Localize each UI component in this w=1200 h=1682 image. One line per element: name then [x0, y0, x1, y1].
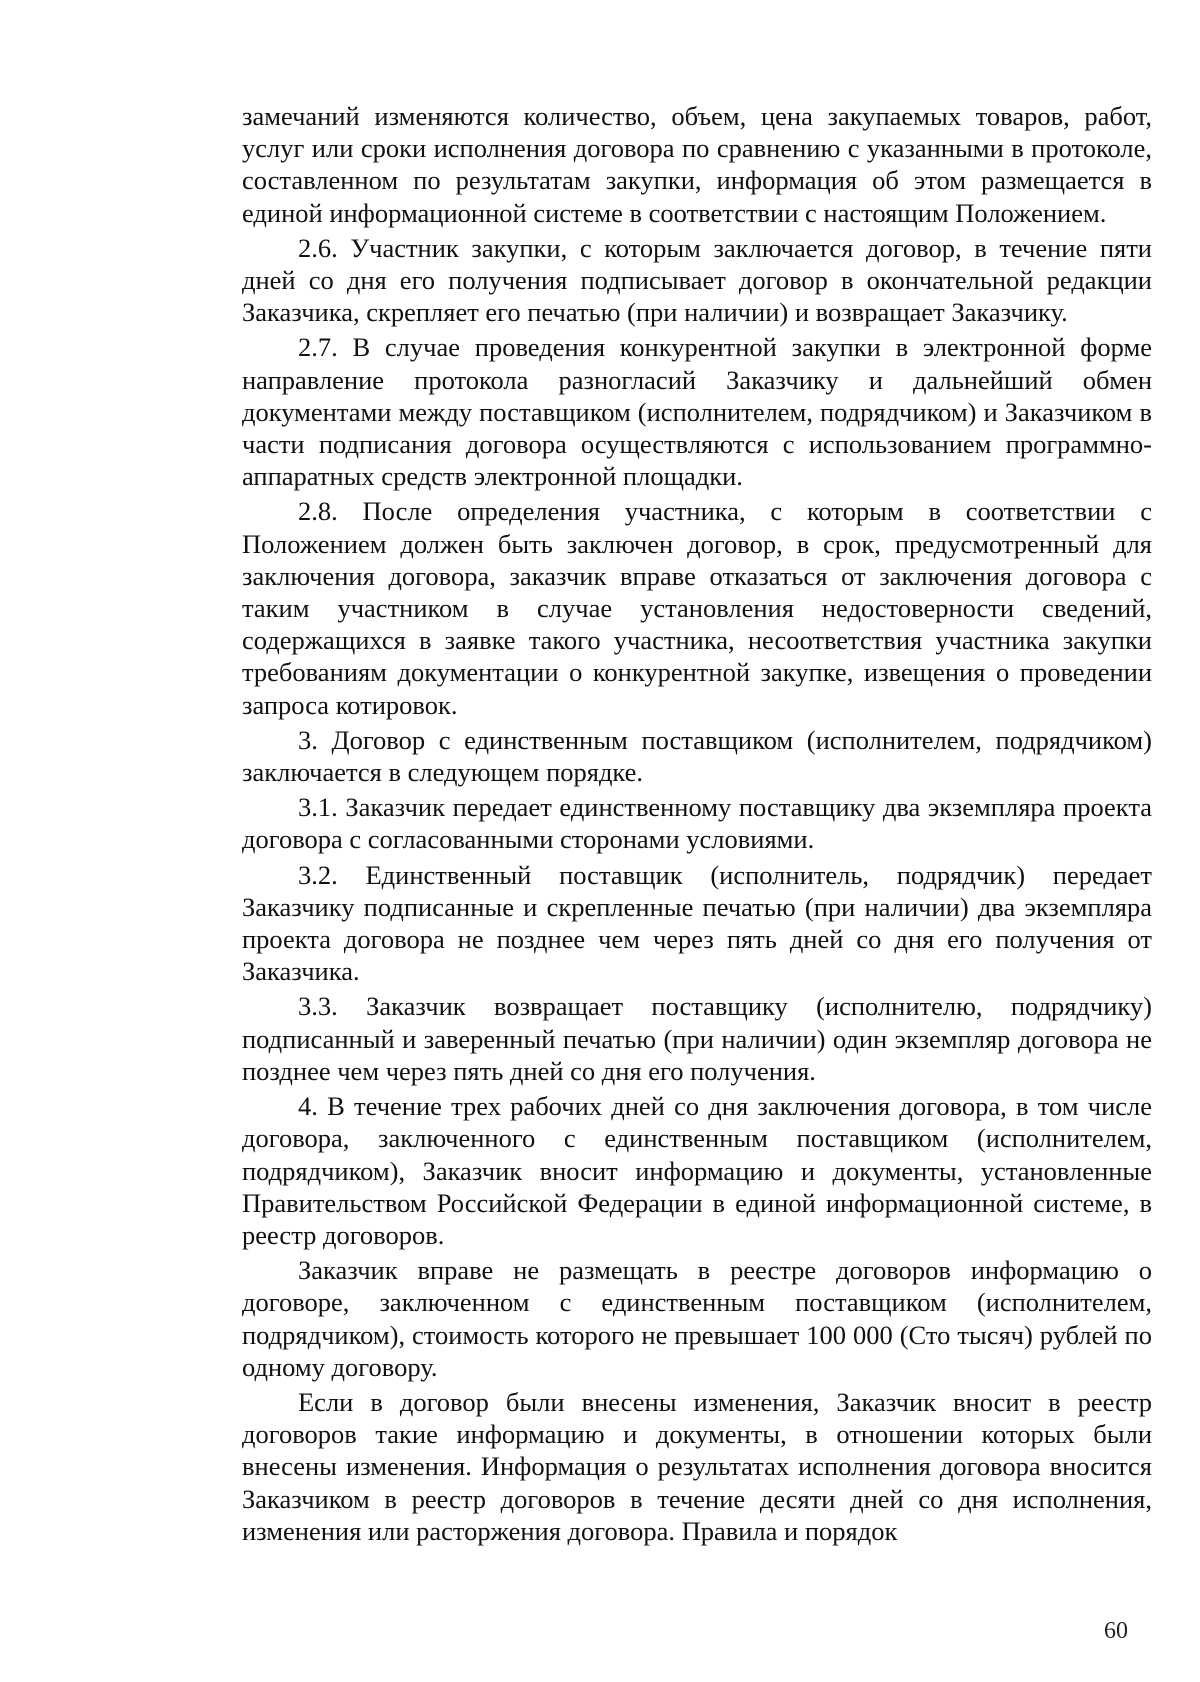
paragraph-registry-exemption: Заказчик вправе не размещать в реестре договоров информацию о договоре, заключенном с единственным поставщиком (исполнителем, подрядчиком), стоимость которого не превышает 100 000 (Сто тысяч) рублей по одному договору. — [242, 1255, 1152, 1382]
page-number: 60 — [1104, 1618, 1128, 1644]
paragraph-contract-changes: Если в договор были внесены изменения, Заказчик вносит в реестр договоров такие информацию и документы, в отношении которых были внесены изменения. Информация о результатах исполнения договора вносится Заказчиком в реестр договоров в течение десяти дней со дня исполнения, изменения или расторжения договора. Правила и порядок — [242, 1386, 1152, 1546]
paragraph-2-7: 2.7. В случае проведения конкурентной закупки в электронной форме направление протокола разногласий Заказчику и дальнейший обмен документами между поставщиком (исполнителем, подрядчиком) и Заказчиком в части подписания договора осуществляются с использованием программно-аппаратных средств электронной площадки. — [242, 332, 1152, 492]
paragraph-3-2: 3.2. Единственный поставщик (исполнитель, подрядчик) передает Заказчику подписанные и скрепленные печатью (при наличии) два экземпляра проекта договора не позднее чем через пять дней со дня его получения от Заказчика. — [242, 859, 1152, 987]
paragraph-3-1: 3.1. Заказчик передает единственному поставщику два экземпляра проекта договора с согласованными сторонами условиями. — [242, 792, 1152, 855]
paragraph-2-6: 2.6. Участник закупки, с которым заключается договор, в течение пяти дней со дня его получения подписывает договор в окончательной редакции Заказчика, скрепляет его печатью (при наличии) и возвращает Заказчику. — [242, 232, 1152, 328]
paragraph-continuation: замечаний изменяются количество, объем, цена закупаемых товаров, работ, услуг или сроки исполнения договора по сравнению с указанными в протоколе, составленном по результатам закупки, информация об этом размещается в единой информационной системе в соответствии с настоящим Положением. — [242, 101, 1152, 228]
paragraph-4: 4. В течение трех рабочих дней со дня заключения договора, в том числе договора, заключенного с единственным поставщиком (исполнителем, подрядчиком), Заказчик вносит информацию и документы, установленные Правительством Российской Федерации в единой информационной системе, в реестр договоров. — [242, 1091, 1152, 1250]
paragraph-3: 3. Договор с единственным поставщиком (исполнителем, подрядчиком) заключается в следующем порядке. — [242, 724, 1152, 788]
paragraph-2-8: 2.8. После определения участника, с которым в соответствии с Положением должен быть заключен договор, в срок, предусмотренный для заключения договора, заказчик вправе отказаться от заключения договора с таким участником в случае установления недостоверности сведений, содержащихся в заявке такого участника, несоответствия участника закупки требованиям документации о конкурентной закупке, извещения о проведении запроса котировок. — [242, 496, 1152, 720]
paragraph-3-3: 3.3. Заказчик возвращает поставщику (исполнителю, подрядчику) подписанный и заверенный печатью (при наличии) один экземпляр договора не позднее чем через пять дней со дня его получения. — [242, 991, 1152, 1086]
document-body — [242, 100, 1152, 1550]
